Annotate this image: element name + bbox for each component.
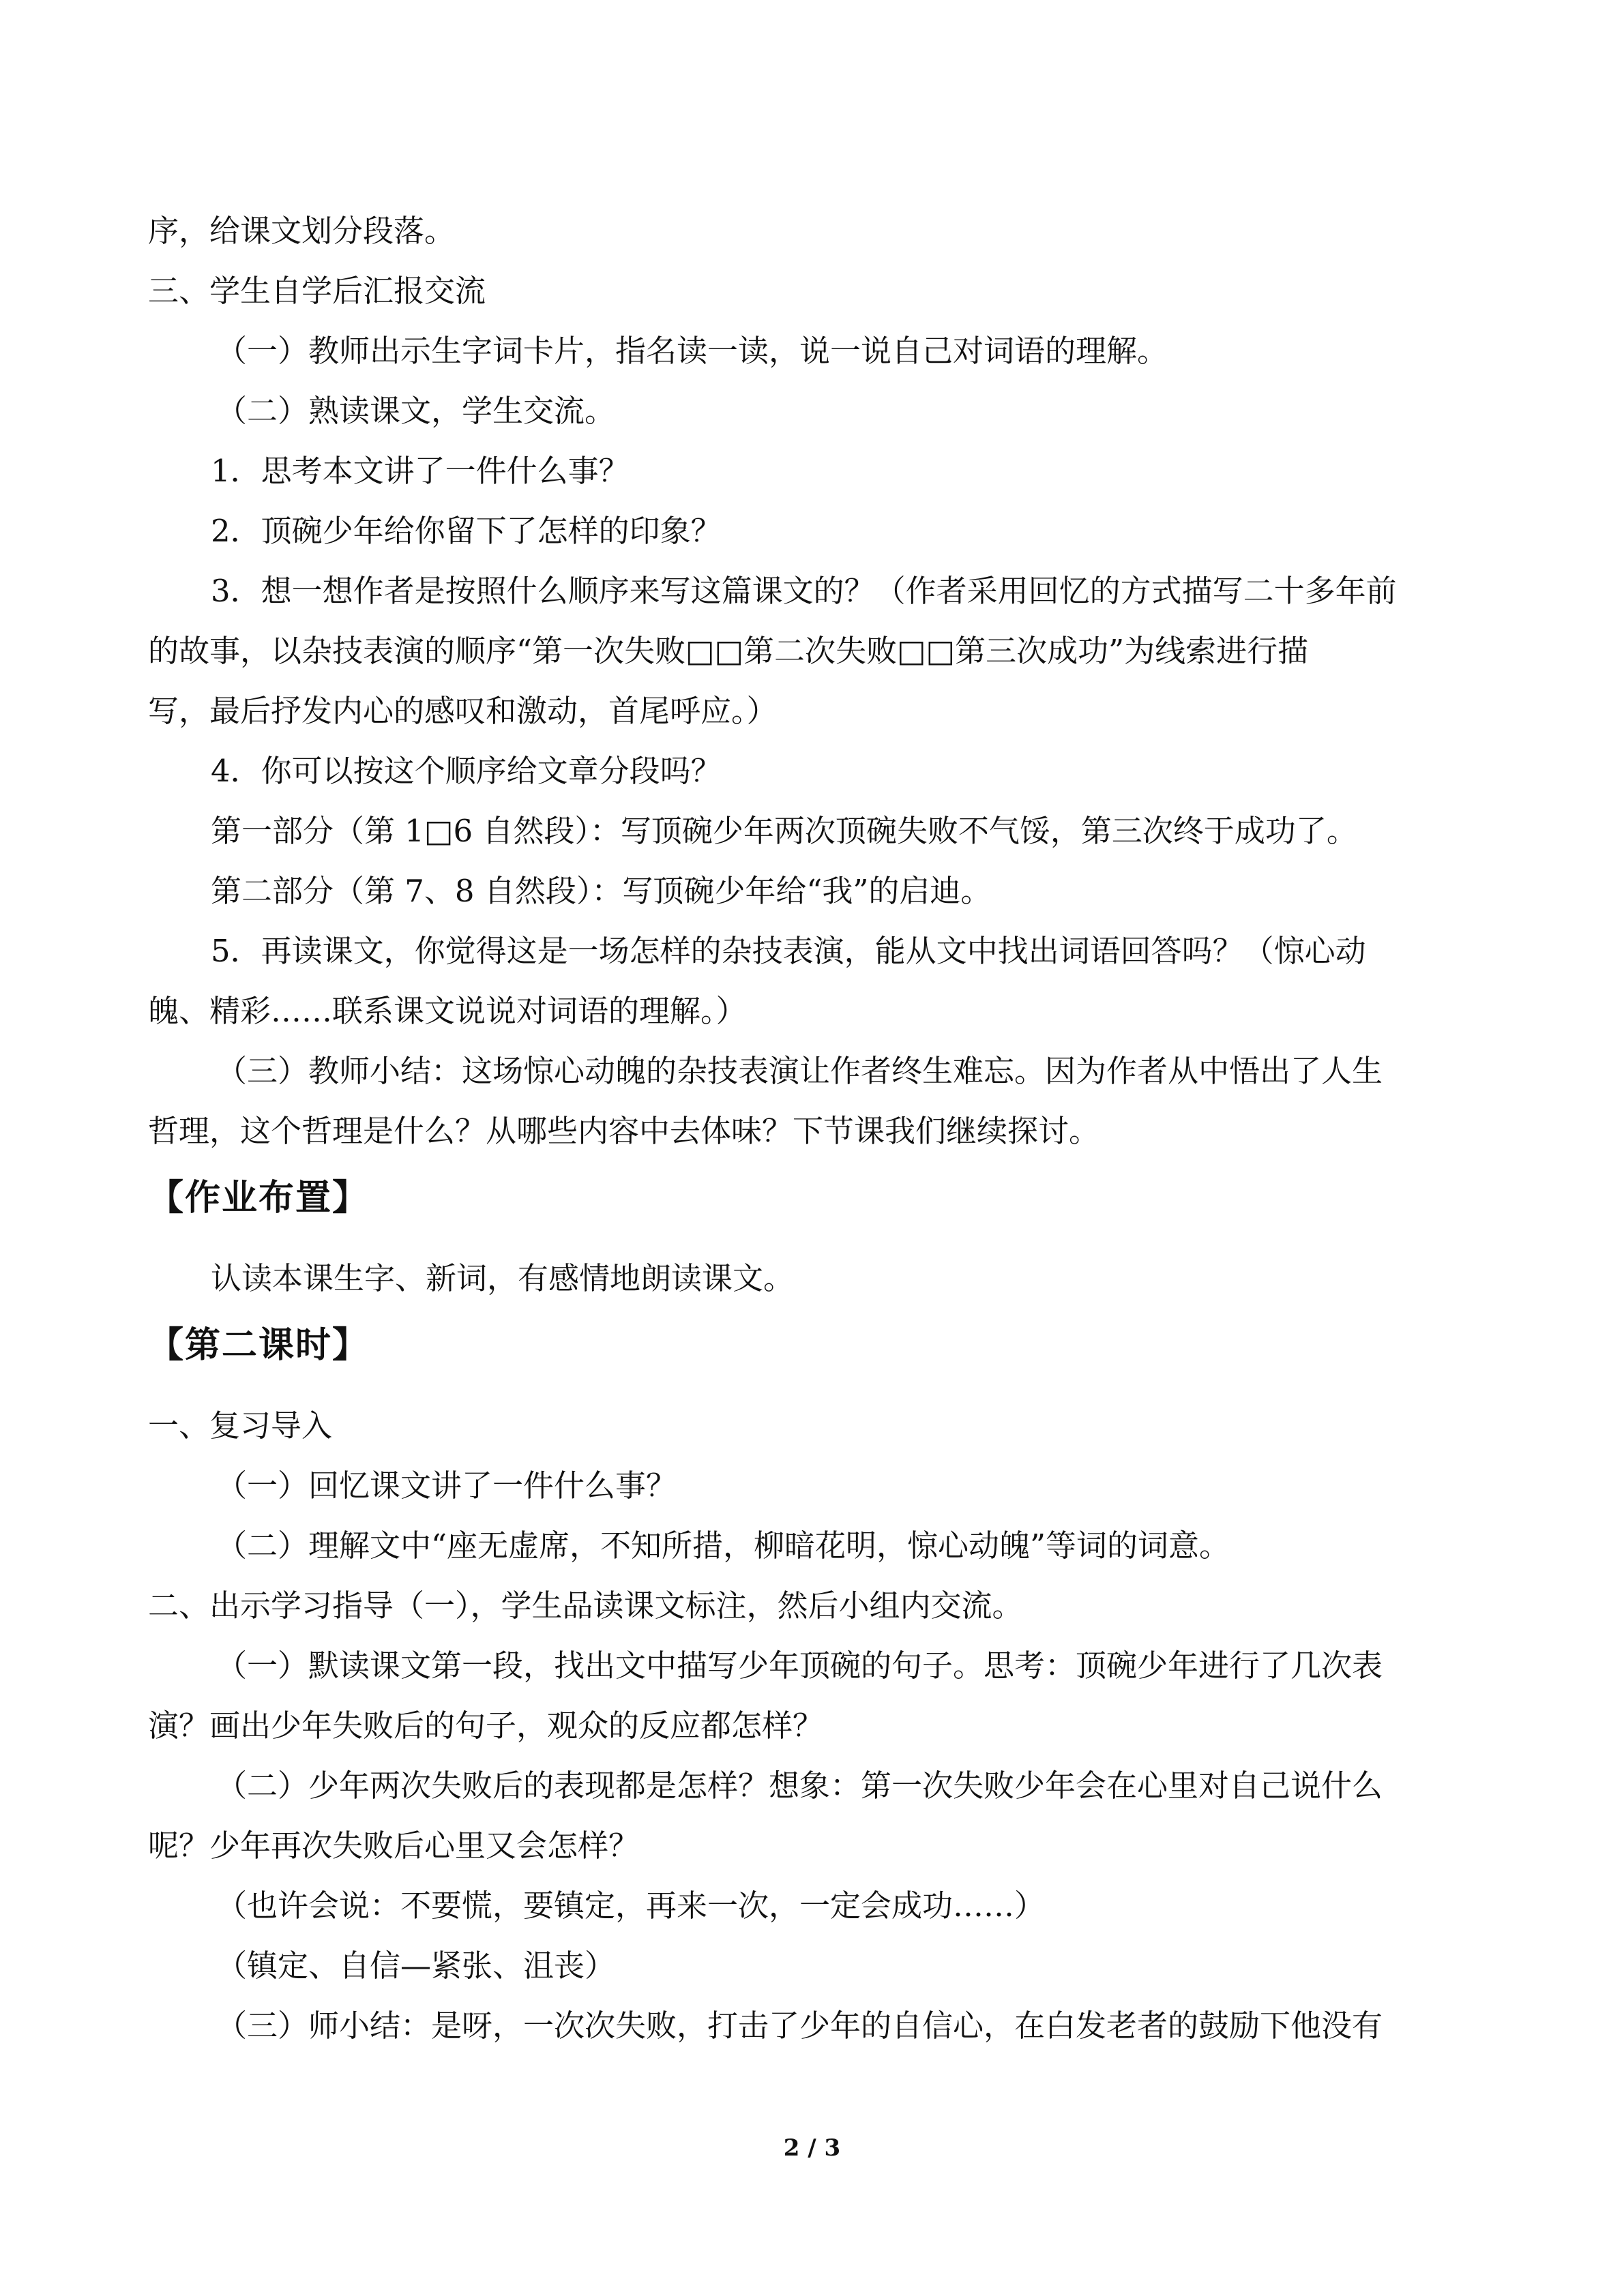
paragraph-line: 演？画出少年失败后的句子，观众的反应都怎样？ [148, 1708, 824, 1744]
paragraph-line: （也许会说：不要慌，要镇定，再来一次，一定会成功……） [216, 1888, 1046, 1924]
paragraph-line: 的故事，以杂技表演的顺序“第一次失败□□第二次失败□□第三次成功”为线索进行描 [148, 633, 1309, 669]
paragraph-line: （一）默读课文第一段，找出文中描写少年顶碗的句子。思考：顶碗少年进行了几次表 [216, 1648, 1383, 1684]
list-item: 2．顶碗少年给你留下了怎样的印象？ [211, 513, 722, 549]
paragraph-line: （一）回忆课文讲了一件什么事？ [216, 1467, 677, 1504]
paragraph-line: （二）理解文中“座无虚席，不知所措，柳暗花明，惊心动魄”等词的词意。 [216, 1527, 1230, 1564]
paragraph-line: （镇定、自信—紧张、沮丧） [216, 1948, 616, 1984]
paragraph-line: （二）熟读课文，学生交流。 [216, 393, 616, 429]
homework-text: 认读本课生字、新词，有感情地朗读课文。 [211, 1260, 795, 1296]
spacer [148, 1382, 1478, 1396]
paragraph-line: 哲理，这个哲理是什么？从哪些内容中去体味？下节课我们继续探讨。 [148, 1113, 1100, 1149]
list-item: 5．再读课文，你觉得这是一场怎样的杂技表演，能从文中找出词语回答吗？（惊心动 [211, 933, 1366, 969]
heading-homework: 【作业布置】 [148, 1178, 370, 1219]
paragraph-line: （三）教师小结：这场惊心动魄的杂技表演让作者终生难忘。因为作者从中悟出了人生 [216, 1053, 1383, 1089]
document-body [148, 201, 1478, 2056]
list-item: 4．你可以按这个顺序给文章分段吗？ [211, 753, 722, 789]
paragraph-line: （二）少年两次失败后的表现都是怎样？想象：第一次失败少年会在心里对自己说什么 [216, 1768, 1383, 1804]
heading-second-lesson: 【第二课时】 [148, 1325, 370, 1366]
paragraph-line: 魄、精彩……联系课文说说对词语的理解。） [148, 993, 747, 1029]
section-heading-1: 一、复习导入 [148, 1407, 333, 1444]
paragraph-line: 第一部分（第 1□6 自然段）：写顶碗少年两次顶碗失败不气馁，第三次终于成功了。 [211, 813, 1357, 849]
page-number: 2 / 3 [783, 2134, 841, 2162]
section-heading-2: 二、出示学习指导（一），学生品读课文标注，然后小组内交流。 [148, 1587, 1023, 1624]
paragraph-line: 写，最后抒发内心的感叹和激动，首尾呼应。） [148, 693, 778, 729]
list-item: 3．想一想作者是按照什么顺序来写这篇课文的？（作者采用回忆的方式描写二十多年前 [211, 573, 1397, 609]
spacer [148, 1235, 1478, 1249]
section-heading-3: 三、学生自学后汇报交流 [148, 273, 486, 309]
paragraph-line: （一）教师出示生字词卡片，指名读一读，说一说自己对词语的理解。 [216, 333, 1168, 369]
paragraph-line: 第二部分（第 7、8 自然段）：写顶碗少年给“我”的启迪。 [211, 873, 992, 909]
paragraph-line: 呢？少年再次失败后心里又会怎样？ [148, 1828, 640, 1864]
list-item: 1．思考本文讲了一件什么事？ [211, 453, 630, 489]
paragraph-line: （三）师小结：是呀，一次次失败，打击了少年的自信心，在白发老者的鼓励下他没有 [216, 2008, 1383, 2044]
paragraph-line: 序，给课文划分段落。 [148, 213, 456, 249]
